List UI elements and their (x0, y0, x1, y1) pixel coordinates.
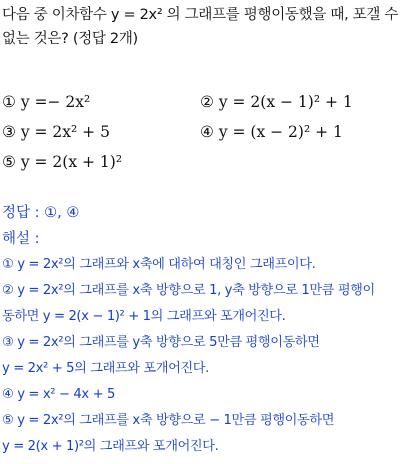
answer-line: 정답 : ①, ④ (2, 205, 80, 221)
option-1: ① y =− 2x² (2, 93, 91, 111)
question-line-1: 다음 중 이차함수 y = 2x² 의 그래프를 평행이동했을 때, 포갤 수 (2, 7, 399, 23)
question-line-2: 없는 것은? (정답 2개) (2, 31, 138, 47)
option-5: ⑤ y = 2(x + 1)² (2, 153, 123, 171)
explanation-line-4: ③ y = 2x²의 그래프를 y축 방향으로 5만큼 평행이동하면 (2, 335, 320, 350)
explanation-line-3: 동하면 y = 2(x − 1)² + 1의 그래프와 포개어진다. (2, 309, 286, 324)
explanation-line-5: y = 2x² + 5의 그래프와 포개어진다. (2, 361, 209, 376)
option-3: ③ y = 2x² + 5 (2, 123, 110, 141)
option-2: ② y = 2(x − 1)² + 1 (200, 93, 353, 111)
explanation-line-2: ② y = 2x²의 그래프를 x축 방향으로 1, y축 방향으로 1만큼 평행이 (2, 283, 375, 298)
option-4: ④ y = (x − 2)² + 1 (200, 123, 343, 141)
explanation-line-1: ① y = 2x²의 그래프와 x축에 대하여 대칭인 그래프이다. (2, 257, 316, 272)
explanation-line-7: ⑤ y = 2x²의 그래프를 x축 방향으로 − 1만큼 평행이동하면 (2, 413, 335, 428)
explanation-line-8: y = 2(x + 1)²의 그래프와 포개어진다. (2, 439, 219, 454)
explanation-line-6: ④ y = x² − 4x + 5 (2, 387, 115, 402)
explanation-title: 해설 : (2, 231, 40, 247)
